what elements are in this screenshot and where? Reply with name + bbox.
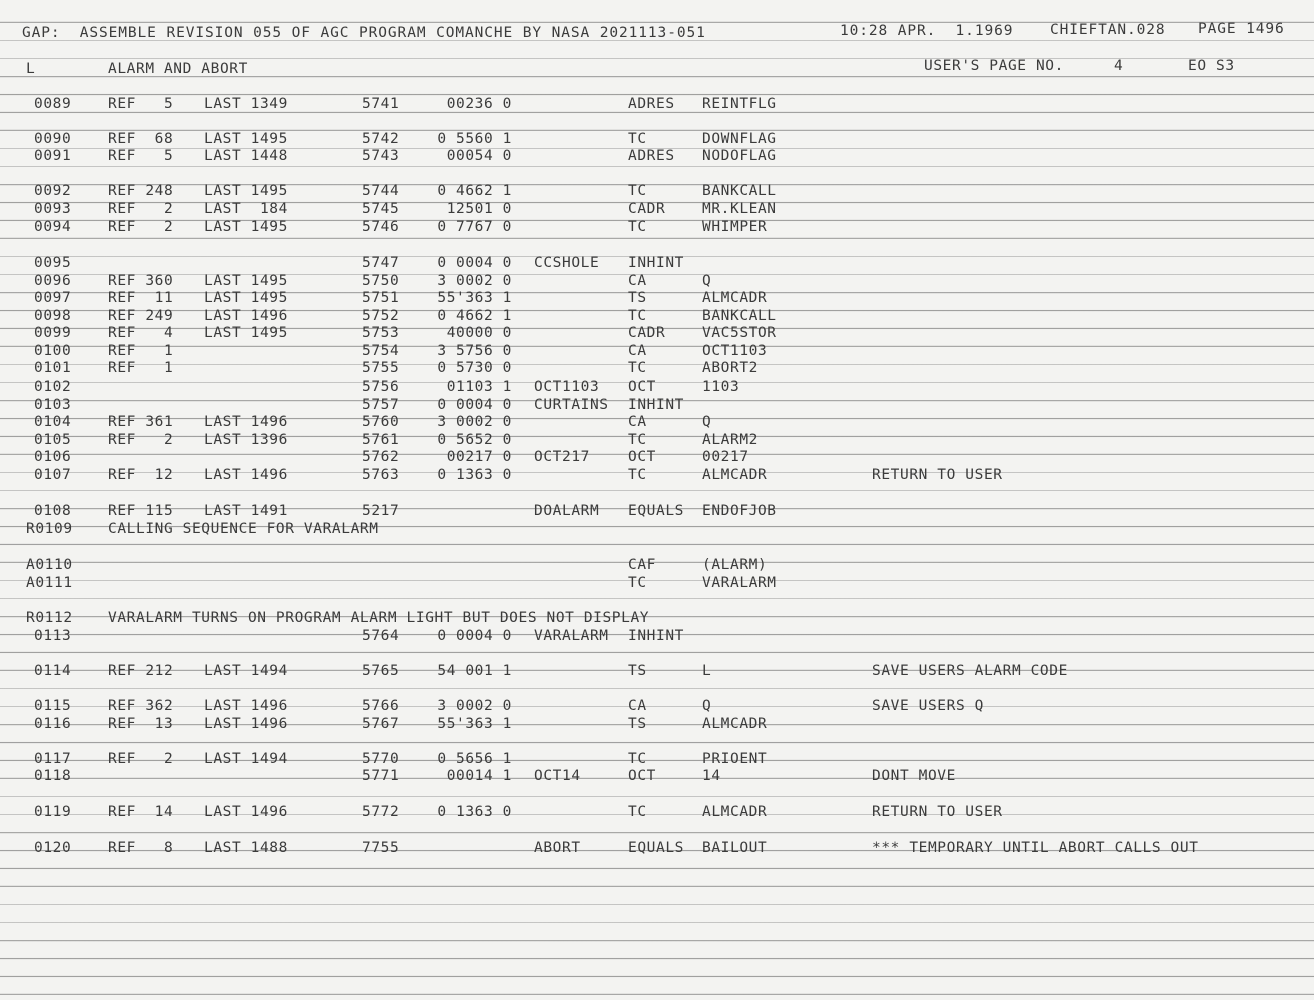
row-octal-word: 0 1363 0 bbox=[437, 467, 512, 484]
row-line-number: 0119 bbox=[34, 803, 72, 820]
row-address: 5757 bbox=[362, 396, 400, 413]
row-last-field: LAST 1496 bbox=[204, 413, 288, 430]
row-line-number: 0090 bbox=[34, 131, 72, 148]
row-opcode: TS bbox=[628, 716, 647, 733]
row-address: 5217 bbox=[362, 503, 400, 520]
row-address: 5762 bbox=[362, 449, 400, 466]
row-operand: 1103 bbox=[702, 378, 740, 395]
row-address: 5742 bbox=[362, 131, 400, 148]
row-octal-word: 54 001 1 bbox=[437, 663, 512, 679]
row-ref-field: REF 249 bbox=[108, 308, 174, 325]
row-octal-word: 55'363 1 bbox=[437, 289, 512, 306]
row-line-number: R0112 bbox=[26, 609, 73, 626]
row-last-field: LAST 1495 bbox=[204, 218, 288, 235]
row-line-number: 0089 bbox=[34, 96, 72, 112]
row-opcode: TC bbox=[628, 183, 647, 200]
row-label: OCT217 bbox=[534, 449, 590, 466]
row-octal-word: 0 5656 1 bbox=[437, 751, 512, 768]
row-last-field: LAST 184 bbox=[204, 201, 288, 218]
row-ref-field: REF 2 bbox=[108, 751, 174, 768]
row-line-number: 0098 bbox=[34, 308, 72, 325]
row-octal-word: 0 5560 1 bbox=[437, 131, 512, 148]
subheader-section: ALARM AND ABORT bbox=[108, 61, 248, 77]
row-line-number: 0107 bbox=[34, 467, 72, 484]
row-octal-word: 3 0002 0 bbox=[437, 413, 512, 430]
row-octal-word: 3 5756 0 bbox=[437, 343, 512, 360]
row-opcode: OCT bbox=[628, 768, 656, 785]
row-ref-field: REF 8 bbox=[108, 839, 174, 856]
row-opcode: TC bbox=[628, 131, 647, 148]
row-octal-word: 55'363 1 bbox=[437, 716, 512, 733]
row-operand: ALMCADR bbox=[702, 803, 768, 820]
row-operand: 14 bbox=[702, 768, 721, 785]
row-opcode: CA bbox=[628, 343, 647, 360]
row-comment: SAVE USERS ALARM CODE bbox=[872, 663, 1068, 679]
row-last-field: LAST 1496 bbox=[204, 467, 288, 484]
row-octal-word: 0 5652 0 bbox=[437, 431, 512, 448]
row-line-number: 0097 bbox=[34, 289, 72, 306]
row-line-number: 0094 bbox=[34, 218, 72, 235]
row-last-field: LAST 1448 bbox=[204, 148, 288, 165]
row-address: 5770 bbox=[362, 751, 400, 768]
row-line-number: 0118 bbox=[34, 768, 72, 785]
row-ref-field: VARALARM TURNS ON PROGRAM ALARM LIGHT BUT DOES NOT DISPLAY bbox=[108, 609, 650, 626]
row-address: 5767 bbox=[362, 716, 400, 733]
row-line-number: 0104 bbox=[34, 413, 72, 430]
row-opcode: EQUALS bbox=[628, 839, 684, 856]
row-opcode: CA bbox=[628, 413, 647, 430]
row-octal-word: 0 1363 0 bbox=[437, 803, 512, 820]
row-label: DOALARM bbox=[534, 503, 600, 520]
subheader-code: L bbox=[26, 61, 36, 77]
row-operand: (ALARM) bbox=[702, 556, 768, 573]
row-address: 5764 bbox=[362, 627, 400, 644]
row-opcode: TC bbox=[628, 751, 647, 768]
subheader-extra: EO S3 bbox=[1188, 58, 1235, 74]
row-address: 5745 bbox=[362, 201, 400, 218]
row-opcode: TC bbox=[628, 308, 647, 325]
row-operand: ABORT2 bbox=[702, 360, 758, 377]
row-address: 5756 bbox=[362, 378, 400, 395]
row-comment: *** TEMPORARY UNTIL ABORT CALLS OUT bbox=[872, 839, 1199, 856]
row-opcode: CA bbox=[628, 272, 647, 289]
row-line-number: 0117 bbox=[34, 751, 72, 768]
row-label: CURTAINS bbox=[534, 396, 609, 413]
row-opcode: ADRES bbox=[628, 96, 675, 112]
header-time: 10:28 APR. 1.1969 bbox=[840, 23, 1014, 39]
row-operand: ALMCADR bbox=[702, 289, 768, 306]
row-ref-field: REF 360 bbox=[108, 272, 174, 289]
row-line-number: 0108 bbox=[34, 503, 72, 520]
subheader-user-page-label: USER'S PAGE NO. bbox=[924, 58, 1064, 74]
row-ref-field: REF 68 bbox=[108, 131, 174, 148]
row-line-number: A0111 bbox=[26, 574, 73, 591]
row-address: 5765 bbox=[362, 663, 400, 679]
row-line-number: 0113 bbox=[34, 627, 72, 644]
row-comment: SAVE USERS Q bbox=[872, 698, 984, 715]
row-last-field: LAST 1496 bbox=[204, 698, 288, 715]
row-last-field: LAST 1495 bbox=[204, 289, 288, 306]
row-address: 5766 bbox=[362, 698, 400, 715]
row-octal-word: 00014 1 bbox=[446, 768, 512, 785]
row-address: 5746 bbox=[362, 218, 400, 235]
row-opcode: OCT bbox=[628, 449, 656, 466]
row-operand: L bbox=[702, 663, 712, 679]
row-operand: ALARM2 bbox=[702, 431, 758, 448]
row-address: 5761 bbox=[362, 431, 400, 448]
row-octal-word: 0 4662 1 bbox=[437, 308, 512, 325]
row-line-number: 0102 bbox=[34, 378, 72, 395]
row-ref-field: REF 2 bbox=[108, 218, 174, 235]
row-operand: BAILOUT bbox=[702, 839, 768, 856]
row-line-number: 0100 bbox=[34, 343, 72, 360]
row-octal-word: 00217 0 bbox=[446, 449, 512, 466]
row-octal-word: 0 0004 0 bbox=[437, 627, 512, 644]
row-address: 5754 bbox=[362, 343, 400, 360]
row-operand: ENDOFJOB bbox=[702, 503, 777, 520]
row-last-field: LAST 1396 bbox=[204, 431, 288, 448]
row-line-number: 0115 bbox=[34, 698, 72, 715]
row-last-field: LAST 1488 bbox=[204, 839, 288, 856]
header-job: CHIEFTAN.028 bbox=[1050, 22, 1166, 38]
row-address: 5753 bbox=[362, 325, 400, 342]
row-octal-word: 0 5730 0 bbox=[437, 360, 512, 377]
row-operand: BANKCALL bbox=[702, 308, 777, 325]
row-line-number: 0105 bbox=[34, 431, 72, 448]
row-ref-field: CALLING SEQUENCE FOR VARALARM bbox=[108, 521, 379, 538]
row-opcode: TS bbox=[628, 289, 647, 306]
row-octal-word: 0 7767 0 bbox=[437, 218, 512, 235]
row-last-field: LAST 1495 bbox=[204, 272, 288, 289]
row-comment: RETURN TO USER bbox=[872, 803, 1003, 820]
row-operand: Q bbox=[702, 272, 712, 289]
row-ref-field: REF 12 bbox=[108, 467, 174, 484]
row-last-field: LAST 1494 bbox=[204, 751, 288, 768]
row-ref-field: REF 212 bbox=[108, 663, 174, 679]
row-last-field: LAST 1496 bbox=[204, 803, 288, 820]
row-last-field: LAST 1494 bbox=[204, 663, 288, 679]
row-last-field: LAST 1349 bbox=[204, 96, 288, 112]
row-ref-field: REF 5 bbox=[108, 148, 174, 165]
row-line-number: 0120 bbox=[34, 839, 72, 856]
row-opcode: OCT bbox=[628, 378, 656, 395]
row-operand: WHIMPER bbox=[702, 218, 768, 235]
row-last-field: LAST 1495 bbox=[204, 325, 288, 342]
row-ref-field: REF 2 bbox=[108, 431, 174, 448]
row-address: 5771 bbox=[362, 768, 400, 785]
row-line-number: A0110 bbox=[26, 556, 73, 573]
row-line-number: 0114 bbox=[34, 663, 72, 679]
row-operand: NODOFLAG bbox=[702, 148, 777, 165]
row-opcode: EQUALS bbox=[628, 503, 684, 520]
row-octal-word: 3 0002 0 bbox=[437, 272, 512, 289]
row-octal-word: 3 0002 0 bbox=[437, 698, 512, 715]
row-opcode: CADR bbox=[628, 325, 666, 342]
row-ref-field: REF 248 bbox=[108, 183, 174, 200]
row-operand: BANKCALL bbox=[702, 183, 777, 200]
row-opcode: INHINT bbox=[628, 396, 684, 413]
row-opcode: CADR bbox=[628, 201, 666, 218]
row-line-number: 0116 bbox=[34, 716, 72, 733]
row-last-field: LAST 1495 bbox=[204, 131, 288, 148]
row-line-number: 0095 bbox=[34, 254, 72, 271]
row-ref-field: REF 5 bbox=[108, 96, 174, 112]
row-ref-field: REF 1 bbox=[108, 360, 174, 377]
row-label: CCSHOLE bbox=[534, 254, 600, 271]
row-octal-word: 12501 0 bbox=[446, 201, 512, 218]
row-octal-word: 00054 0 bbox=[446, 148, 512, 165]
row-last-field: LAST 1496 bbox=[204, 308, 288, 325]
row-opcode: TS bbox=[628, 663, 647, 679]
row-ref-field: REF 11 bbox=[108, 289, 174, 306]
row-line-number: 0093 bbox=[34, 201, 72, 218]
row-line-number: 0106 bbox=[34, 449, 72, 466]
row-operand: ALMCADR bbox=[702, 716, 768, 733]
row-opcode: INHINT bbox=[628, 254, 684, 271]
row-line-number: 0101 bbox=[34, 360, 72, 377]
subheader-user-page-no: 4 bbox=[1114, 58, 1124, 74]
row-last-field: LAST 1495 bbox=[204, 183, 288, 200]
row-address: 5772 bbox=[362, 803, 400, 820]
row-opcode: TC bbox=[628, 803, 647, 820]
row-octal-word: 0 0004 0 bbox=[437, 396, 512, 413]
row-line-number: 0091 bbox=[34, 148, 72, 165]
row-octal-word: 0 0004 0 bbox=[437, 254, 512, 271]
row-address: 5741 bbox=[362, 96, 400, 112]
row-opcode: ADRES bbox=[628, 148, 675, 165]
row-ref-field: REF 362 bbox=[108, 698, 174, 715]
row-label: OCT14 bbox=[534, 768, 581, 785]
header-page: PAGE 1496 bbox=[1198, 21, 1285, 37]
row-address: 5747 bbox=[362, 254, 400, 271]
row-operand: VAC5STOR bbox=[702, 325, 777, 342]
row-operand: PRIOENT bbox=[702, 751, 768, 768]
row-operand: Q bbox=[702, 698, 712, 715]
row-opcode: CA bbox=[628, 698, 647, 715]
row-address: 5743 bbox=[362, 148, 400, 165]
row-label: OCT1103 bbox=[534, 378, 600, 395]
row-opcode: CAF bbox=[628, 556, 656, 573]
row-opcode: TC bbox=[628, 431, 647, 448]
row-opcode: TC bbox=[628, 218, 647, 235]
row-address: 5763 bbox=[362, 467, 400, 484]
row-address: 5755 bbox=[362, 360, 400, 377]
row-last-field: LAST 1496 bbox=[204, 716, 288, 733]
row-operand: DOWNFLAG bbox=[702, 131, 777, 148]
row-ref-field: REF 2 bbox=[108, 201, 174, 218]
header-title: GAP: ASSEMBLE REVISION 055 OF AGC PROGRAM COMANCHE BY NASA 2021113-051 bbox=[22, 25, 706, 41]
row-line-number: 0099 bbox=[34, 325, 72, 342]
row-line-number: 0096 bbox=[34, 272, 72, 289]
row-operand: MR.KLEAN bbox=[702, 201, 777, 218]
row-address: 7755 bbox=[362, 839, 400, 856]
row-last-field: LAST 1491 bbox=[204, 503, 288, 520]
row-operand: OCT1103 bbox=[702, 343, 768, 360]
row-ref-field: REF 115 bbox=[108, 503, 174, 520]
row-address: 5760 bbox=[362, 413, 400, 430]
row-label: ABORT bbox=[534, 839, 581, 856]
row-ref-field: REF 13 bbox=[108, 716, 174, 733]
row-opcode: TC bbox=[628, 360, 647, 377]
row-address: 5744 bbox=[362, 183, 400, 200]
row-label: VARALARM bbox=[534, 627, 609, 644]
row-comment: DONT MOVE bbox=[872, 768, 956, 785]
row-ref-field: REF 14 bbox=[108, 803, 174, 820]
row-operand: ALMCADR bbox=[702, 467, 768, 484]
row-operand: Q bbox=[702, 413, 712, 430]
row-address: 5750 bbox=[362, 272, 400, 289]
row-comment: RETURN TO USER bbox=[872, 467, 1003, 484]
row-address: 5752 bbox=[362, 308, 400, 325]
row-octal-word: 00236 0 bbox=[446, 96, 512, 112]
row-opcode: INHINT bbox=[628, 627, 684, 644]
row-line-number: 0092 bbox=[34, 183, 72, 200]
row-opcode: TC bbox=[628, 574, 647, 591]
row-octal-word: 40000 0 bbox=[446, 325, 512, 342]
row-address: 5751 bbox=[362, 289, 400, 306]
row-operand: REINTFLG bbox=[702, 96, 777, 112]
row-operand: 00217 bbox=[702, 449, 749, 466]
row-ref-field: REF 4 bbox=[108, 325, 174, 342]
row-line-number: 0103 bbox=[34, 396, 72, 413]
row-octal-word: 0 4662 1 bbox=[437, 183, 512, 200]
row-ref-field: REF 1 bbox=[108, 343, 174, 360]
row-ref-field: REF 361 bbox=[108, 413, 174, 430]
row-opcode: TC bbox=[628, 467, 647, 484]
row-operand: VARALARM bbox=[702, 574, 777, 591]
row-octal-word: 01103 1 bbox=[446, 378, 512, 395]
row-line-number: R0109 bbox=[26, 521, 73, 538]
